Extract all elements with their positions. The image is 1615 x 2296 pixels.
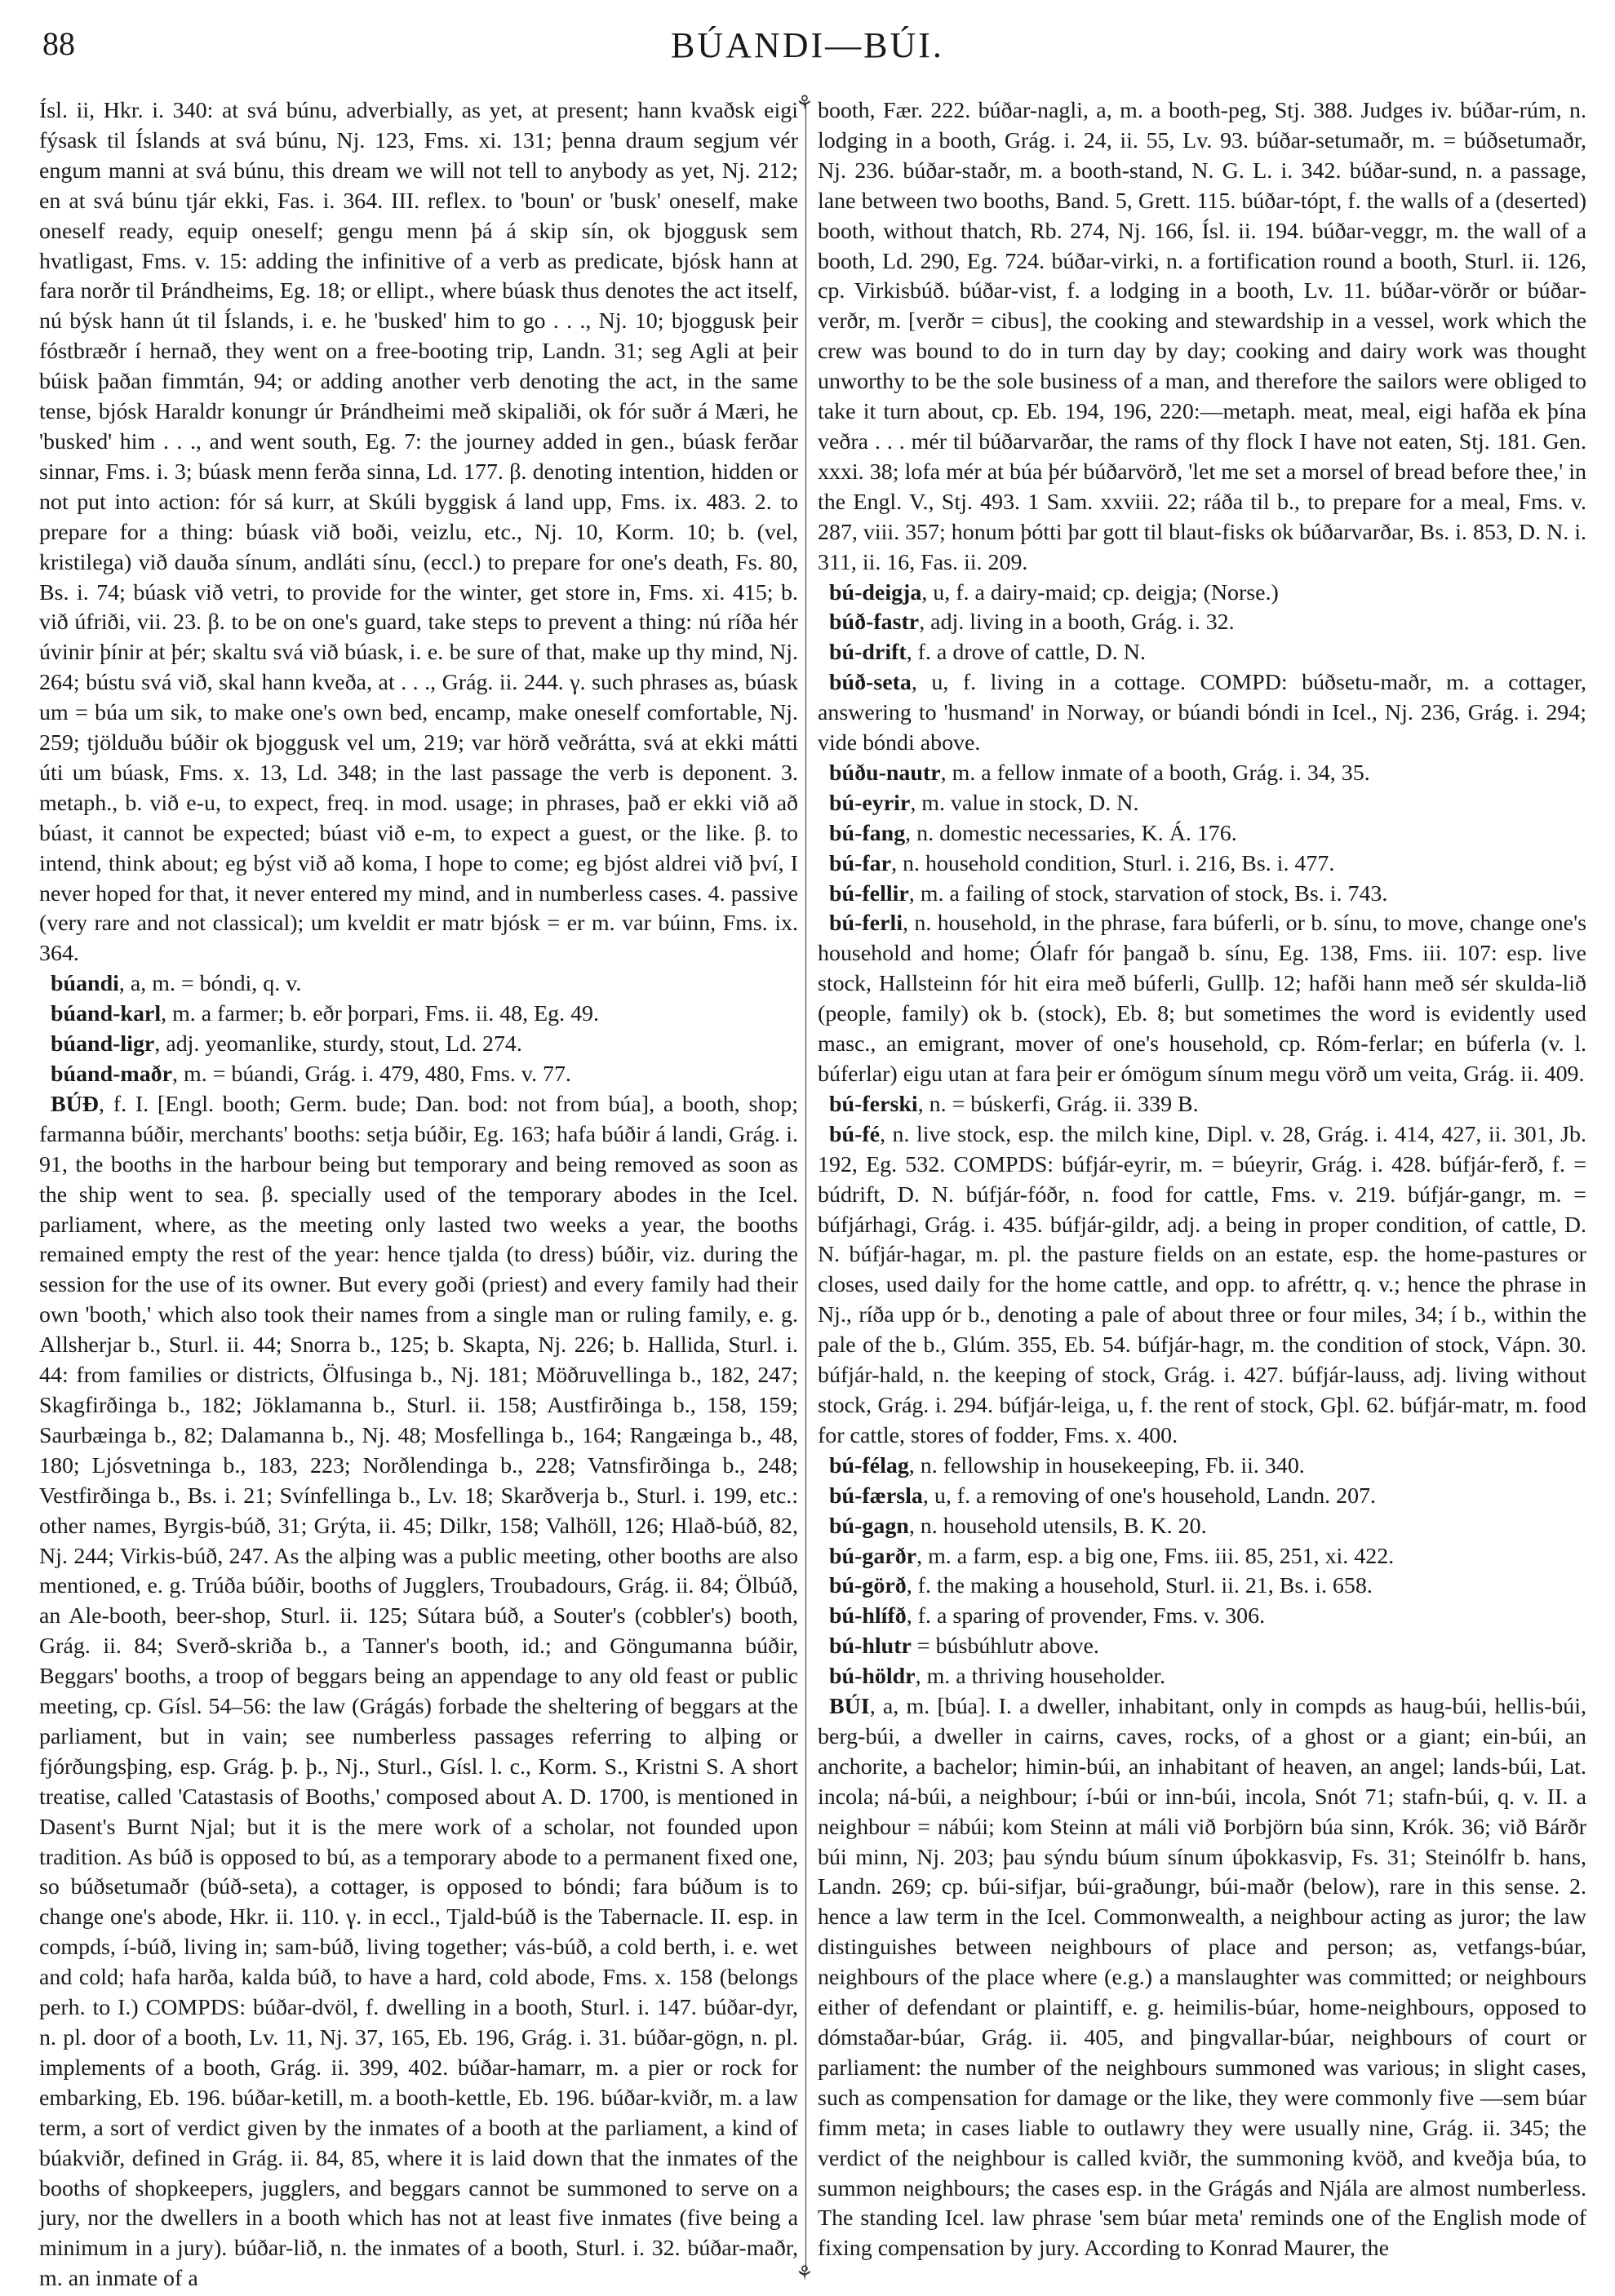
entry-headword: BÚÐ (51, 1091, 99, 1117)
dictionary-entry (818, 1512, 1586, 1542)
entry-definition: , n. household utensils, B. K. 20. (908, 1513, 1207, 1539)
entry-headword: búð-seta (829, 670, 912, 696)
entry-definition: , f. the making a household, Sturl. ii. 21, Bs. i. 658. (906, 1573, 1373, 1599)
left-column (39, 96, 798, 2294)
dictionary-entry (39, 1060, 798, 1090)
entry-definition: , n. household, in the phrase, fara búferli, or b. sínu, to move, change one's household and home; Ólafr fór þangað b. sínu, Eg. 138, Fms. iii. 107: esp. live stock, Hallsteinn fór hit eira með búferli, Gullþ. 12; hafði hann með sér skulda-lið (people, family) ok b. (stock), Eb. 8; but sometimes the word is evidently used masc., an emigrant, mover of one's household, cp. Róm-ferlar; en búferla (v. l. búferlar) eigu utan at fara þeir er ómögum sínum megu vörð um veita, Grág. ii. 409. (818, 911, 1586, 1087)
entry-headword: bú-gagn (829, 1513, 909, 1539)
page-number: 88 (42, 25, 75, 62)
right-column (818, 96, 1586, 2264)
entry-definition: , n. live stock, esp. the milch kine, Dipl. v. 28, Grág. i. 414, 427, ii. 301, Jb. 192, Eg. 532. COMPDS: búfjár-eyrir, m. = búeyrir, Grág. i. 428. búfjár-ferð, f. = búdrift, D. N. búfjár-fóðr, n. food for cattle, Fms. v. 219. búfjár-gangr, m. = búfjárhagi, Grág. i. 435. búfjár-gildr, adj. a being in proper condition, of cattle, D. N. búfjár-hagar, m. pl. the pasture fields on an estate, esp. the home-pastures or closes, used daily for the home cattle, and opp. to afréttr, q. v.; hence the phrase in Nj., ríða upp ór b., denoting a pale of about three or four miles, 34; í b., within the pale of the b., Glúm. 355, Eb. 54. búfjár-hagr, m. the condition of stock, Vápn. 30. búfjár-hald, n. the keeping of stock, Grág. i. 427. búfjár-lauss, adj. living without stock, Grág. i. 294. búfjár-leiga, u, f. the rent of stock, Gþl. 62. búfjár-matr, m. food for cattle, stores of fodder, Fms. x. 400. (818, 1121, 1586, 1448)
entry-definition: , adj. living in a booth, Grág. i. 32. (919, 609, 1235, 636)
entry-definition: , m. = búandi, Grág. i. 479, 480, Fms. v. 77. (172, 1062, 571, 1087)
entry-definition: booth, Fær. 222. búðar-nagli, a, m. a booth-peg, Stj. 388. Judges iv. búðar-rúm, n. lodging in a booth, Grág. i. 24, ii. 55, Lv. 93. búðar-setumaðr, m. = búðsetumaðr, Nj. 236. búðar-staðr, m. a booth-stand, N. G. L. i. 342. búðar-sund, n. a passage, lane between two booths, Band. 5, Grett. 115. búðar-tópt, f. the walls of a (deserted) booth, without thatch, Rb. 274, Nj. 166, Ísl. ii. 194. búðar-veggr, m. the wall of a booth, Ld. 290, Eg. 724. búðar-virki, n. a fortification round a booth, Sturl. ii. 126, cp. Virkisbúð. búðar-vist, f. a lodging in a booth, Lv. 11. búðar-vörðr or búðar-verðr, m. [verðr = cibus], the cooking and stewardship in a vessel, work which the crew was bound to do in turn day by day; cooking and dairy work was thought unworthy to be the sole business of a man, and therefore the sailors were obliged to take it turn about, cp. Eb. 194, 196, 220:—metaph. meat, meal, eigi hafða ek þína veðra . . . mér til búðarvarðar, the rams of thy flock I have not eaten, Stj. 181. Gen. xxxi. 38; lofa mér at búa þér búðarvörð, 'let me set a morsel of bread before thee,' in the Engl. V., Stj. 493. 1 Sam. xxviii. 22; ráða til b., to prepare for a meal, Fms. v. 287, viii. 357; honum þótti þar gott til blaut-fisks ok búðarvarðar, Bs. i. 853, D. N. i. 311, ii. 16, Fas. ii. 209. (818, 98, 1586, 575)
column-ornament-bottom-icon: ⚘ (796, 2263, 814, 2285)
entry-definition: , u, f. living in a cottage. COMPD: búðsetu-maðr, m. a cottager, answering to 'husmand' in Norway, or búandi bóndi in Icel., Nj. 236, Grág. i. 294; vide bóndi above. (818, 670, 1586, 756)
entry-headword: bú-ferli (829, 911, 903, 937)
entry-headword: bú-eyrir (829, 790, 911, 816)
dictionary-entry (818, 759, 1586, 789)
entry-headword: BÚI (829, 1694, 870, 1720)
dictionary-entry (39, 1090, 798, 2294)
dictionary-entry (818, 1632, 1586, 1662)
dictionary-entry (818, 1452, 1586, 1482)
entry-definition: , f. a drove of cattle, D. N. (906, 640, 1146, 666)
dictionary-entry (818, 1662, 1586, 1692)
entry-definition: , n. household condition, Sturl. i. 216, Bs. i. 477. (891, 850, 1335, 876)
dictionary-entry (818, 668, 1586, 759)
entry-headword: bú-far (829, 850, 892, 876)
dictionary-entry (818, 819, 1586, 849)
dictionary-entry (39, 969, 798, 1000)
entry-definition: , a, m. = bóndi, q. v. (118, 971, 302, 997)
entry-headword: bú-görð (829, 1573, 907, 1599)
running-head: BÚANDI—BÚI. (671, 25, 944, 65)
entry-definition: , m. a fellow inmate of a booth, Grág. i. 34, 35. (940, 760, 1370, 786)
entry-headword: búand-maðr (51, 1062, 173, 1087)
entry-definition: = búsbúhlutr above. (911, 1633, 1099, 1660)
column-divider (805, 104, 806, 2271)
entry-definition: , n. domestic necessaries, K. Á. 176. (905, 820, 1237, 846)
entry-headword: búand-karl (51, 1001, 162, 1027)
entry-headword: bú-fellir (829, 880, 909, 906)
dictionary-entry (818, 1602, 1586, 1632)
entry-headword: búðu-nautr (829, 760, 941, 786)
entry-definition: , m. a failing of stock, starvation of stock, Bs. i. 743. (908, 880, 1388, 906)
dictionary-entry (39, 1000, 798, 1030)
dictionary-entry (818, 578, 1586, 609)
entry-headword: búandi (51, 971, 119, 997)
entry-headword: bú-ferski (829, 1091, 918, 1117)
entry-definition: Ísl. ii, Hkr. i. 340: at svá búnu, adverbially, as yet, at present; hann kvaðsk eigi fýsask til Íslands at svá búnu, Nj. 123, Fms. xi. 131; þenna draum segjum vér engum manni at svá búnu, this dream we will not tell to anybody as yet, Nj. 212; en at svá búnu tjár ekki, Fas. i. 364. III. reflex. to 'boun' or 'busk' oneself, make oneself ready, equip oneself; gengu menn þá á skip sín, ok bjoggusk sem hvatligast, Fms. v. 15: adding the infinitive of a verb as predicate, bjósk hann at fara norðr til Þrándheims, Eg. 18; or ellipt., where búask thus denotes the act itself, nú býsk hann út til Íslands, i. e. he 'busked' him to go . . ., Nj. 10; bjoggusk þeir fóstbræðr í hernað, they went on a free-booting trip, Landn. 31; seg Agli at þeir búisk þaðan fimmtán, 94; or adding another verb denoting the act, in the same tense, bjósk Haraldr konungr úr Þrándheimi með skipaliði, ok fór suðr á Mæri, he 'busked' him . . ., and went south, Eg. 7: the journey added in gen., búask ferðar sinnar, Fms. i. 3; búask menn ferða sinna, Ld. 177. β. denoting intention, hidden or not put into action: fór sá kurr, at Skúli byggisk á land upp, Fms. ix. 483. 2. to prepare for a thing: búask við boði, veizlu, etc., Nj. 10, Korm. 10; b. (vel, kristilega) við dauða sínum, andláti sínu, (eccl.) to prepare for one's death, Fs. 80, Bs. i. 74; búask við vetri, to provide for the winter, get store in, Fms. xi. 415; b. við úfriði, vii. 23. β. to be on one's guard, take steps to prevent a thing: nú ríða hér úvinir þínir at þér; skaltu svá við búask, i. e. be sure of that, make up thy mind, Nj. 264; bústu svá við, skal hann kveða, at . . ., Grág. ii. 244. γ. such phrases as, búask um = búa um sik, to make one's own bed, encamp, make oneself comfortable, Nj. 259; tjölduðu búðir ok bjoggusk vel um, 219; var hörð veðrátta, svá at ekki mátti úti um búask, Fms. x. 13, Ld. 348; in the last passage the verb is deponent. 3. metaph., b. við e-u, to expect, freq. in mod. usage; in phrases, það er ekki við að búast, it cannot be expected; búast við e-m, to expect a guest, or the like. β. to intend, think about; eg býst við að koma, I hope to come; eg bjóst aldrei við því, I never hoped for that, it never entered my mind, and in numberless cases. 4. passive (very rare and not classical); um kveldit er matr bjósk = er m. var búinn, Fms. ix. 364. (39, 98, 798, 967)
entry-headword: bú-hlífð (829, 1603, 907, 1629)
dictionary-entry (818, 638, 1586, 668)
entry-definition: , f. I. [Engl. booth; Germ. bude; Dan. bod: not from búa], a booth, shop; farmanna búðir, merchants' booths: setja búðir, Eg. 163; hafa búðir á landi, Grág. i. 91, the booths in the harbour being but temporary and being removed as soon as the ship went to sea. β. specially used of the temporary abodes in the Icel. parliament, where, as the meeting only lasted two weeks a year, the booths remained empty the rest of the year: hence tjalda (to dress) búðir, viz. during the session for the use of its owner. But every goði (priest) and every family had their own 'booth,' which also took their names from a single man or ruling family, e. g. Allsherjar b., Sturl. ii. 44; Snorra b., 125; b. Skapta, Nj. 226; b. Hallida, Sturl. i. 44: from families or districts, Ölfusinga b., Nj. 181; Möðruvellinga b., 182, 247; Skagfirðinga b., 182; Jöklamanna b., Sturl. ii. 158; Austfirðinga b., 158, 159; Saurbæinga b., 82; Dalamanna b., Nj. 48; Mosfellinga b., 164; Rangæinga b., 48, 180; Ljósvetninga b., 183, 223; Norðlendinga b., 228; Vatnsfirðinga b., 248; Vestfirðinga b., Bs. i. 21; Svínfellinga b., Lv. 18; Skarðverja b., Sturl. i. 199, etc.: other names, Byrgis-búð, 31; Grýta, ii. 45; Dilkr, 158; Valhöll, 126; Hlað-búð, 82, Nj. 244; Virkis-búð, 247. As the alþing was a public meeting, other booths are also mentioned, e. g. Trúða búðir, booths of Jugglers, Troubadours, Grág. ii. 84; Ölbúð, an Ale-booth, beer-shop, Sturl. ii. 125; Sútara búð, a Souter's (cobbler's) booth, Grág. ii. 84; Sverð-skriða b., a Tanner's booth, id.; and Göngumanna búðir, Beggars' booths, a troop of beggars being an appendage to any old feast or public meeting, cp. Gísl. 54–56: the law (Grágás) forbade the sheltering of beggars at the parliament, but in vain; see numberless passages referring to alþing or fjórðungsþing, esp. Grág. þ. þ., Nj., Sturl., Gísl. l. c., Korm. S., Kristni S. A short treatise, called 'Catastasis of Booths,' composed about A. D. 1700, is mentioned in Dasent's Burnt Njal; but it is the mere work of a scholar, not founded upon tradition. As búð is opposed to bú, as a temporary abode to a permanent fixed one, so búðsetumaðr (búð-seta), a cottager, is opposed to bóndi; fara búðum is to change one's abode, Hkr. ii. 110. γ. in eccl., Tjald-búð is the Tabernacle. II. esp. in compds, í-búð, living in; sam-búð, living together; vás-búð, a cold berth, i. e. wet and cold; hafa harða, kalda búð, to have a hard, cold abode, Fms. x. 158 (belongs perh. to I.) COMPDS: búðar-dvöl, f. dwelling in a booth, Sturl. i. 147. búðar-dyr, n. pl. door of a booth, Lv. 11, Nj. 37, 165, Eb. 196, Grág. i. 31. búðar-gögn, n. pl. implements of a booth, Grág. ii. 399, 402. búðar-hamarr, m. a pier or rock for embarking, Eb. 196. búðar-ketill, m. a booth-kettle, Eb. 196. búðar-kviðr, m. a law term, a sort of verdict given by the inmates of a booth at the parliament, a kind of búakviðr, defined in Grág. ii. 84, 85, where it is laid down that the inmates of the booths of shopkeepers, jugglers, and beggars cannot be summoned to serve on a jury, nor the dwellers in a booth which has not at least five inmates (five being a minimum in a jury). búðar-lið, n. the inmates of a booth, Sturl. i. 32. búðar-maðr, m. an inmate of a (39, 1091, 798, 2292)
column-ornament-top-icon: ⚘ (796, 93, 814, 114)
entry-definition: , n. fellowship in housekeeping, Fb. ii. 340. (908, 1452, 1305, 1478)
entry-headword: búand-ligr (51, 1031, 155, 1057)
dictionary-entry (818, 608, 1586, 638)
dictionary-entry (818, 1571, 1586, 1602)
dictionary-entry (39, 1030, 798, 1060)
dictionary-entry (818, 909, 1586, 1089)
dictionary-entry (818, 849, 1586, 880)
entry-definition: , m. a farmer; b. eðr þorpari, Fms. ii. 48, Eg. 49. (161, 1001, 600, 1027)
entry-headword: bú-höldr (829, 1664, 916, 1690)
entry-definition: , adj. yeomanlike, sturdy, stout, Ld. 274. (154, 1031, 522, 1057)
dictionary-entry (818, 96, 1586, 578)
entry-headword: bú-félag (829, 1452, 909, 1478)
dictionary-entry (818, 1120, 1586, 1452)
entry-headword: bú-garðr (829, 1543, 917, 1569)
entry-headword: bú-færsla (829, 1483, 923, 1509)
dictionary-entry (39, 96, 798, 969)
entry-definition: , u, f. a dairy-maid; cp. deigja; (Norse.) (921, 579, 1279, 605)
entry-headword: bú-drift (829, 640, 907, 666)
entry-definition: , n. = búskerfi, Grág. ii. 339 B. (917, 1091, 1199, 1117)
dictionary-entry (818, 1090, 1586, 1120)
entry-definition: , a, m. [búa]. I. a dweller, inhabitant, only in compds as haug-búi, hellis-búi, berg-búi, a dweller in cairns, caves, rocks, of a ghost or a giant; ein-búi, an anchorite, a bachelor; himin-búi, an inhabitant of heaven, an angel; lands-búi, Lat. incola; ná-búi, a neighbour; í-búi or inn-búi, incola, Snót 71; stafn-búi, q. v. II. a neighbour = nábúi; kom Steinn at máli við Þorbjörn búa sinn, Krók. 36; við Bárðr búi minn, Nj. 203; þau sýndu búum sínum úþokkasvip, Fs. 31; Steinólfr b. hans, Landn. 269; cp. búi-sifjar, búi-graðungr, búi-maðr (below), rare in this sense. 2. hence a law term in the Icel. Commonwealth, a neighbour acting as juror; the law distinguishes between neighbours of place and person; as, vetfangs-búar, neighbours of the place where (e.g.) a manslaughter was committed; or neighbours either of defendant or plaintiff, e. g. heimilis-búar, home-neighbours, opposed to dómstaðar-búar, Grág. ii. 405, and þingvallar-búar, neighbours of court or parliament: the number of the neighbours summoned was various; in slight cases, such as compensation for damage or the like, they were commonly five —sem búar fimm meta; in cases liable to outlawry they were usually nine, Grág. ii. 345; the verdict of the neighbour is called kviðr, the summoning kvöð, and kveðja búa, to summon neighbours; the cases esp. in the Grágás and Njála are almost numberless. The standing Icel. law phrase 'sem búar meta' reminds one of the English mode of fixing compensation by jury. According to Konrad Maurer, the (818, 1694, 1586, 2262)
entry-definition: , m. a farm, esp. a big one, Fms. iii. 85, 251, xi. 422. (916, 1543, 1395, 1569)
entry-definition: , u, f. a removing of one's household, Landn. 207. (922, 1483, 1377, 1509)
entry-definition: , f. a sparing of provender, Fms. v. 306. (906, 1603, 1266, 1629)
dictionary-entry (818, 789, 1586, 819)
entry-headword: bú-hlutr (829, 1633, 912, 1660)
dictionary-entry (818, 1542, 1586, 1572)
entry-headword: búð-fastr (829, 609, 920, 636)
entry-headword: bú-fé (829, 1121, 881, 1147)
dictionary-entry (818, 1692, 1586, 2264)
entry-definition: , m. value in stock, D. N. (910, 790, 1139, 816)
entry-headword: bú-fang (829, 820, 906, 846)
dictionary-entry (818, 1482, 1586, 1512)
entry-definition: , m. a thriving householder. (915, 1664, 1166, 1690)
dictionary-entry (818, 880, 1586, 910)
entry-headword: bú-deigja (829, 579, 922, 605)
